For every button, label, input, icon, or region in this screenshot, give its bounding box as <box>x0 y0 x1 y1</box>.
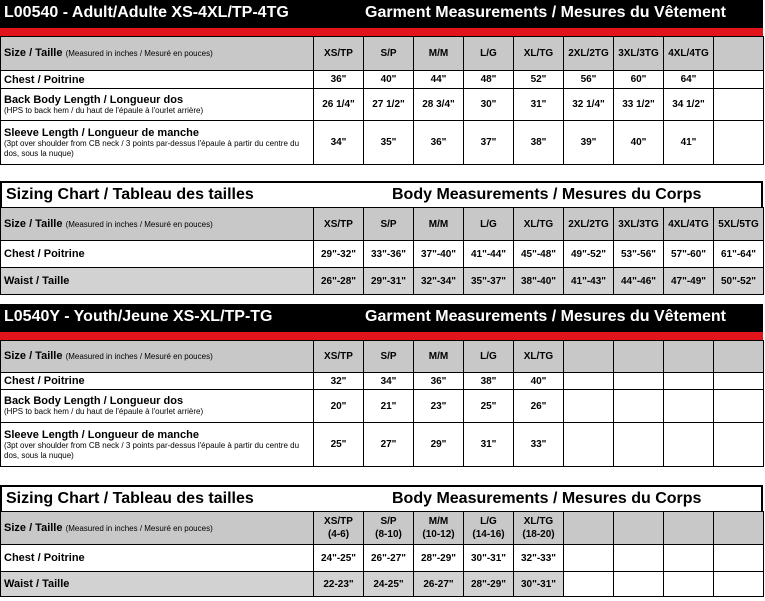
value-cell: 38" <box>464 373 514 390</box>
value-cell: 27" <box>364 423 414 467</box>
size-note: (Measured in inches / Mesuré en pouces) <box>65 49 213 58</box>
value-cell <box>664 373 714 390</box>
value-cell: 26-27" <box>414 572 464 597</box>
size-cell: 2XL/2TG <box>564 208 614 241</box>
value-cell: 28"-29" <box>464 572 514 597</box>
value-cell <box>664 545 714 572</box>
size-cell <box>414 512 464 545</box>
row-label-text: Chest / Poitrine <box>4 73 85 86</box>
value-cell: 31" <box>464 423 514 467</box>
size-text: M/M <box>428 516 449 527</box>
value-cell: 57"-60" <box>664 241 714 268</box>
value-cell <box>614 423 664 467</box>
value-cell <box>714 423 764 467</box>
value-cell: 61"-64" <box>714 241 764 268</box>
value-cell <box>614 545 664 572</box>
adult-body-subtitle: Body Measurements / Mesures du Corps <box>392 186 702 203</box>
youth-body-header <box>0 485 763 511</box>
value-cell <box>614 572 664 597</box>
adult-body-table <box>0 207 764 295</box>
value-cell: 34 1/2" <box>664 89 714 121</box>
value-cell: 34" <box>314 121 364 165</box>
value-cell: 29"-31" <box>364 268 414 295</box>
value-cell: 37" <box>464 121 514 165</box>
table-row <box>1 545 764 572</box>
size-cell: XS/TP <box>314 341 364 373</box>
row-label-text: Chest / Poitrine <box>4 375 85 387</box>
table-row <box>1 373 764 390</box>
size-cell: 5XL/5TG <box>714 208 764 241</box>
size-label-cell <box>1 37 314 71</box>
value-cell: 60" <box>614 71 664 89</box>
value-cell: 49"-52" <box>564 241 614 268</box>
value-cell <box>714 89 764 121</box>
table-row <box>1 121 764 165</box>
row-label: Chest / Poitrine <box>1 545 314 572</box>
youth-body-subtitle: Body Measurements / Mesures du Corps <box>392 490 702 507</box>
value-cell: 32" <box>314 373 364 390</box>
size-age: (18-20) <box>522 529 555 540</box>
adult-body-header <box>0 181 763 207</box>
value-cell: 35"-37" <box>464 268 514 295</box>
size-cell: S/P <box>364 37 414 71</box>
red-divider <box>0 28 763 36</box>
table-row <box>1 572 764 597</box>
size-header-row <box>1 512 764 545</box>
value-cell: 36" <box>314 71 364 89</box>
size-text: XL/TG <box>523 516 554 527</box>
value-cell: 30" <box>464 89 514 121</box>
row-label <box>1 71 314 89</box>
table-row <box>1 268 764 295</box>
size-label-cell <box>1 341 314 373</box>
size-cell: XL/TG <box>514 37 564 71</box>
value-cell: 39" <box>564 121 614 165</box>
value-cell: 30"-31" <box>464 545 514 572</box>
row-label-text: Back Body Length / Longueur dos <box>4 395 184 407</box>
size-label: Size / Taille <box>4 217 63 230</box>
size-age: (8-10) <box>375 529 402 540</box>
size-note: (Measured in inches / Mesuré en pouces) <box>65 352 213 361</box>
size-cell: L/G <box>464 341 514 373</box>
value-cell: 47"-49" <box>664 268 714 295</box>
value-cell: 44" <box>414 71 464 89</box>
value-cell: 40" <box>514 373 564 390</box>
value-cell: 48" <box>464 71 514 89</box>
size-cell: S/P <box>364 341 414 373</box>
value-cell: 64" <box>664 71 714 89</box>
size-cell <box>614 341 664 373</box>
value-cell: 29"-32" <box>314 241 364 268</box>
size-cell: M/M <box>414 37 464 71</box>
value-cell: 28"-29" <box>414 545 464 572</box>
row-label: Chest / Poitrine <box>1 241 314 268</box>
value-cell: 35" <box>364 121 414 165</box>
size-cell: M/M <box>414 341 464 373</box>
table-row <box>1 390 764 423</box>
value-cell: 56" <box>564 71 614 89</box>
value-cell <box>564 572 614 597</box>
value-cell: 29" <box>414 423 464 467</box>
size-label: Size / Taille <box>4 521 63 534</box>
size-text: S/P <box>380 516 397 527</box>
size-cell <box>664 512 714 545</box>
value-cell: 32 1/4" <box>564 89 614 121</box>
row-label <box>1 390 314 423</box>
row-label <box>1 121 314 165</box>
adult-body-section <box>0 181 763 295</box>
value-cell <box>714 71 764 89</box>
value-cell <box>664 390 714 423</box>
size-cell: M/M <box>414 208 464 241</box>
value-cell: 50"-52" <box>714 268 764 295</box>
value-cell: 33 1/2" <box>614 89 664 121</box>
value-cell: 38"-40" <box>514 268 564 295</box>
value-cell: 25" <box>314 423 364 467</box>
value-cell <box>564 423 614 467</box>
size-cell: 2XL/2TG <box>564 37 614 71</box>
value-cell <box>564 390 614 423</box>
row-label: Waist / Taille <box>1 268 314 295</box>
size-cell <box>714 37 764 71</box>
size-cell: XS/TP <box>314 37 364 71</box>
youth-garment-section <box>0 304 763 467</box>
size-age: (14-16) <box>472 529 505 540</box>
value-cell: 45"-48" <box>514 241 564 268</box>
row-note: (3pt over shoulder from CB neck / 3 points par-dessus l'épaule à partir du centre du dos, sous la nuque) <box>4 138 300 158</box>
value-cell <box>614 373 664 390</box>
size-header-row <box>1 37 764 71</box>
value-cell: 30"-31" <box>514 572 564 597</box>
row-label-text: Sleeve Length / Longueur de manche <box>4 126 199 139</box>
value-cell: 38" <box>514 121 564 165</box>
row-label-text: Sleeve Length / Longueur de manche <box>4 428 199 441</box>
value-cell <box>714 572 764 597</box>
size-cell: XS/TP <box>314 208 364 241</box>
table-row <box>1 241 764 268</box>
row-label <box>1 373 314 390</box>
size-label-cell <box>1 512 314 545</box>
size-cell <box>714 512 764 545</box>
value-cell: 26"-28" <box>314 268 364 295</box>
row-label-text: Back Body Length / Longueur dos <box>4 93 184 106</box>
value-cell: 34" <box>364 373 414 390</box>
value-cell: 21" <box>364 390 414 423</box>
value-cell: 25" <box>464 390 514 423</box>
value-cell: 27 1/2" <box>364 89 414 121</box>
row-label <box>1 89 314 121</box>
row-note: (HPS to back hem / du haut de l'épaule à l'ourlet arrière) <box>4 407 204 416</box>
value-cell: 41" <box>664 121 714 165</box>
value-cell <box>564 545 614 572</box>
value-cell: 24"-25" <box>314 545 364 572</box>
value-cell <box>714 121 764 165</box>
size-text: L/G <box>480 516 497 527</box>
adult-garment-subtitle: Garment Measurements / Mesures du Vêtement <box>365 4 727 21</box>
adult-garment-header <box>0 0 763 28</box>
value-cell: 36" <box>414 121 464 165</box>
size-cell <box>364 512 414 545</box>
size-cell: XL/TG <box>514 341 564 373</box>
size-header-row <box>1 208 764 241</box>
row-note: (3pt over shoulder from CB neck / 3 points par-dessus l'épaule à partir du centre du dos, sous la nuque) <box>4 440 300 460</box>
value-cell: 28 3/4" <box>414 89 464 121</box>
size-label: Size / Taille <box>4 350 63 362</box>
youth-body-table <box>0 511 764 597</box>
value-cell: 31" <box>514 89 564 121</box>
value-cell: 37"-40" <box>414 241 464 268</box>
size-cell <box>664 341 714 373</box>
value-cell: 26"-27" <box>364 545 414 572</box>
value-cell <box>714 390 764 423</box>
table-row <box>1 89 764 121</box>
size-text: XS/TP <box>324 516 353 527</box>
youth-body-title: Sizing Chart / Tableau des tailles <box>6 490 254 507</box>
row-label: Waist / Taille <box>1 572 314 597</box>
value-cell <box>614 390 664 423</box>
value-cell: 24-25" <box>364 572 414 597</box>
youth-garment-title: L0540Y - Youth/Jeune XS-XL/TP-TG <box>4 308 273 325</box>
youth-body-section <box>0 485 763 597</box>
size-cell <box>464 512 514 545</box>
value-cell <box>664 423 714 467</box>
size-cell: L/G <box>464 208 514 241</box>
size-cell <box>614 512 664 545</box>
value-cell: 41"-44" <box>464 241 514 268</box>
row-note: (HPS to back hem / du haut de l'épaule à l'ourlet arrière) <box>4 105 204 115</box>
youth-garment-table <box>0 340 764 467</box>
youth-garment-subtitle: Garment Measurements / Mesures du Vêtement <box>365 308 727 325</box>
size-note: (Measured in inches / Mesuré en pouces) <box>65 219 213 229</box>
size-cell <box>314 512 364 545</box>
size-cell <box>714 341 764 373</box>
value-cell: 53"-56" <box>614 241 664 268</box>
size-cell: 4XL/4TG <box>664 37 714 71</box>
value-cell: 32"-33" <box>514 545 564 572</box>
size-age: (4-6) <box>327 529 350 540</box>
size-cell: L/G <box>464 37 514 71</box>
value-cell: 26 1/4" <box>314 89 364 121</box>
size-cell: 4XL/4TG <box>664 208 714 241</box>
value-cell: 33" <box>514 423 564 467</box>
size-label: Size / Taille <box>4 47 63 59</box>
size-label-cell <box>1 208 314 241</box>
size-note: (Measured in inches / Mesuré en pouces) <box>65 523 213 533</box>
value-cell <box>564 373 614 390</box>
size-cell: S/P <box>364 208 414 241</box>
value-cell: 40" <box>614 121 664 165</box>
value-cell: 23" <box>414 390 464 423</box>
adult-garment-section <box>0 0 763 165</box>
size-cell <box>564 341 614 373</box>
size-cell: 3XL/3TG <box>614 208 664 241</box>
value-cell: 33"-36" <box>364 241 414 268</box>
size-cell <box>514 512 564 545</box>
adult-garment-title: L00540 - Adult/Adulte XS-4XL/TP-4TG <box>4 4 289 21</box>
youth-garment-header <box>0 304 763 332</box>
value-cell: 26" <box>514 390 564 423</box>
value-cell <box>714 545 764 572</box>
adult-garment-table <box>0 36 764 165</box>
value-cell: 44"-46" <box>614 268 664 295</box>
value-cell: 32"-34" <box>414 268 464 295</box>
adult-body-title: Sizing Chart / Tableau des tailles <box>6 186 254 203</box>
size-cell: XL/TG <box>514 208 564 241</box>
value-cell: 41"-43" <box>564 268 614 295</box>
size-age: (10-12) <box>422 529 455 540</box>
value-cell <box>664 572 714 597</box>
value-cell: 40" <box>364 71 414 89</box>
value-cell <box>714 373 764 390</box>
size-cell <box>564 512 614 545</box>
value-cell: 20" <box>314 390 364 423</box>
table-row <box>1 423 764 467</box>
row-label <box>1 423 314 467</box>
value-cell: 36" <box>414 373 464 390</box>
value-cell: 52" <box>514 71 564 89</box>
table-row <box>1 71 764 89</box>
size-header-row <box>1 341 764 373</box>
red-divider <box>0 332 763 340</box>
value-cell: 22-23" <box>314 572 364 597</box>
size-cell: 3XL/3TG <box>614 37 664 71</box>
